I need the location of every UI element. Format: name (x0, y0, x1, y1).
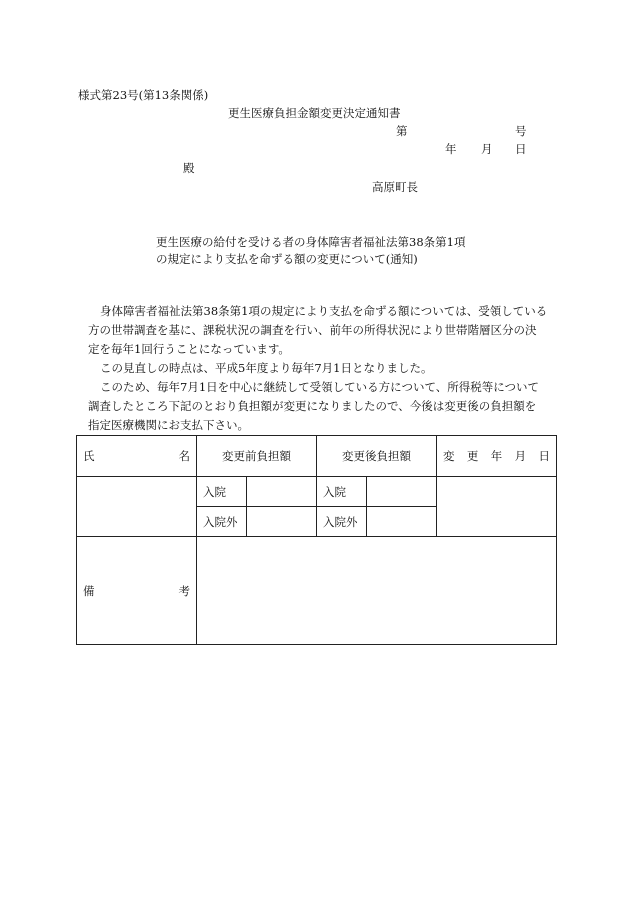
after-inpatient-label: 入院 (317, 477, 367, 507)
remarks-row (77, 537, 557, 645)
number-go-label: 号 (515, 124, 527, 138)
date-month-label: 月 (481, 142, 493, 156)
after-outpatient-value (367, 507, 437, 537)
subject-line-1: 更生医療の給付を受ける者の身体障害者福祉法第38条第1項 (156, 235, 466, 249)
paragraph-3-line-2: 調査したところ下記のとおり負担額が変更になりましたので、今後は変更後の負担額を (88, 399, 537, 413)
change-date-char-1: 変 (443, 449, 455, 463)
date-day-label: 日 (515, 142, 527, 156)
before-outpatient-label: 入院外 (197, 507, 247, 537)
addressee-honorific: 殿 (183, 161, 195, 175)
paragraph-2 (88, 359, 553, 378)
remarks-value-cell (197, 537, 557, 645)
name-header-a: 氏 (83, 449, 95, 463)
paragraph-2-line-1: この見直しの時点は、平成5年度より毎年7月1日となりました。 (100, 361, 433, 375)
remarks-label-b: 考 (178, 583, 190, 598)
before-outpatient-value (247, 507, 317, 537)
name-header-cell (77, 436, 197, 477)
paragraph-1 (88, 302, 553, 359)
inpatient-row (77, 477, 557, 507)
form-number: 様式第23号(第13条関係) (78, 88, 209, 102)
change-date-char-5: 日 (538, 449, 550, 463)
date-year-label: 年 (445, 142, 457, 156)
paragraph-1-line-3: 定を毎年1回行うことになっています。 (88, 342, 290, 356)
table-header-row (77, 436, 557, 477)
paragraph-3-line-1: このため、毎年7月1日を中心に継続して受領している方について、所得税等について (100, 380, 539, 394)
document-title: 更生医療負担金額変更決定通知書 (228, 106, 401, 120)
name-header-b: 名 (178, 449, 190, 463)
amount-change-table (76, 435, 557, 645)
change-date-value (437, 477, 557, 537)
before-inpatient-value (247, 477, 317, 507)
before-inpatient-label: 入院 (197, 477, 247, 507)
remarks-label-a: 備 (83, 583, 95, 598)
after-inpatient-value (367, 477, 437, 507)
after-outpatient-label: 入院外 (317, 507, 367, 537)
change-date-char-4: 月 (514, 449, 527, 463)
after-amount-header: 変更後負担額 (317, 436, 437, 477)
paragraph-1-line-2: 方の世帯調査を基に、課税状況の調査を行い、前年の所得状況により世帯階層区分の決 (88, 323, 537, 337)
change-date-char-2: 更 (466, 449, 479, 463)
paragraph-1-line-1: 身体障害者福祉法第38条第1項の規定により支払を命ずる額については、受領している (100, 304, 548, 318)
change-date-header (437, 436, 557, 477)
subject-line-2: の規定により支払を命ずる額の変更について(通知) (156, 252, 418, 266)
paragraph-3 (88, 378, 553, 435)
change-date-char-3: 年 (490, 449, 503, 463)
remarks-label-cell (77, 537, 197, 645)
before-amount-header: 変更前負担額 (197, 436, 317, 477)
name-value-cell (77, 477, 197, 537)
body-text (88, 302, 553, 435)
issuer-name: 高原町長 (372, 180, 418, 194)
paragraph-3-line-3: 指定医療機関にお支払下さい。 (88, 418, 249, 432)
number-dai-label: 第 (396, 124, 408, 138)
